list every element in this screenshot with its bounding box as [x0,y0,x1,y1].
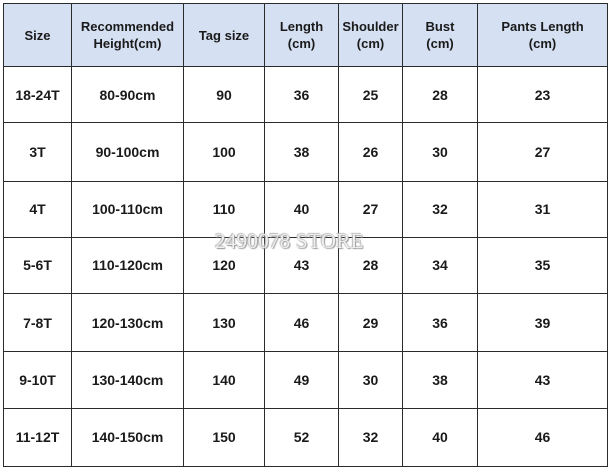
cell-height: 100-110cm [72,181,184,237]
cell-height: 130-140cm [72,352,184,408]
cell-length: 49 [265,352,339,408]
cell-tag-size: 100 [184,123,265,181]
cell-tag-size: 150 [184,408,265,466]
cell-pants-length: 23 [478,67,608,123]
table-row [4,123,608,181]
store-watermark: 2490078 STORE [215,229,364,253]
cell-size: 5-6T [4,237,72,293]
table-row [4,408,608,466]
cell-height: 140-150cm [72,408,184,466]
cell-bust: 40 [403,408,478,466]
cell-pants-length: 35 [478,237,608,293]
cell-bust: 32 [403,181,478,237]
size-chart-table [3,3,608,467]
header-row [4,4,608,67]
cell-shoulder: 25 [339,67,403,123]
cell-length: 38 [265,123,339,181]
cell-shoulder: 30 [339,352,403,408]
cell-tag-size: 110 [184,181,265,237]
cell-pants-length: 39 [478,294,608,352]
cell-length: 40 [265,181,339,237]
cell-bust: 28 [403,67,478,123]
cell-length: 43 [265,237,339,293]
table-row [4,352,608,408]
cell-tag-size: 90 [184,67,265,123]
cell-bust: 38 [403,352,478,408]
cell-length: 36 [265,67,339,123]
cell-bust: 36 [403,294,478,352]
size-chart-frame [3,3,607,467]
cell-height: 80-90cm [72,67,184,123]
header-length: Length (cm) [265,4,339,67]
header-pants-length: Pants Length (cm) [478,4,608,67]
header-bust: Bust (cm) [403,4,478,67]
cell-shoulder: 28 [339,237,403,293]
header-shoulder: Shoulder (cm) [339,4,403,67]
cell-pants-length: 27 [478,123,608,181]
header-recommended-height: Recommended Height(cm) [72,4,184,67]
table-row [4,237,608,293]
cell-height: 90-100cm [72,123,184,181]
cell-pants-length: 43 [478,352,608,408]
table-row [4,294,608,352]
cell-shoulder: 32 [339,408,403,466]
cell-size: 11-12T [4,408,72,466]
cell-height: 120-130cm [72,294,184,352]
cell-shoulder: 26 [339,123,403,181]
cell-bust: 30 [403,123,478,181]
header-tag-size: Tag size [184,4,265,67]
cell-length: 46 [265,294,339,352]
cell-shoulder: 27 [339,181,403,237]
cell-size: 9-10T [4,352,72,408]
cell-tag-size: 140 [184,352,265,408]
cell-height: 110-120cm [72,237,184,293]
cell-bust: 34 [403,237,478,293]
cell-size: 3T [4,123,72,181]
cell-size: 18-24T [4,67,72,123]
header-size: Size [4,4,72,67]
table-row [4,181,608,237]
cell-length: 52 [265,408,339,466]
cell-size: 4T [4,181,72,237]
cell-tag-size: 130 [184,294,265,352]
cell-tag-size: 120 [184,237,265,293]
cell-size: 7-8T [4,294,72,352]
table-row [4,67,608,123]
cell-shoulder: 29 [339,294,403,352]
cell-pants-length: 31 [478,181,608,237]
cell-pants-length: 46 [478,408,608,466]
